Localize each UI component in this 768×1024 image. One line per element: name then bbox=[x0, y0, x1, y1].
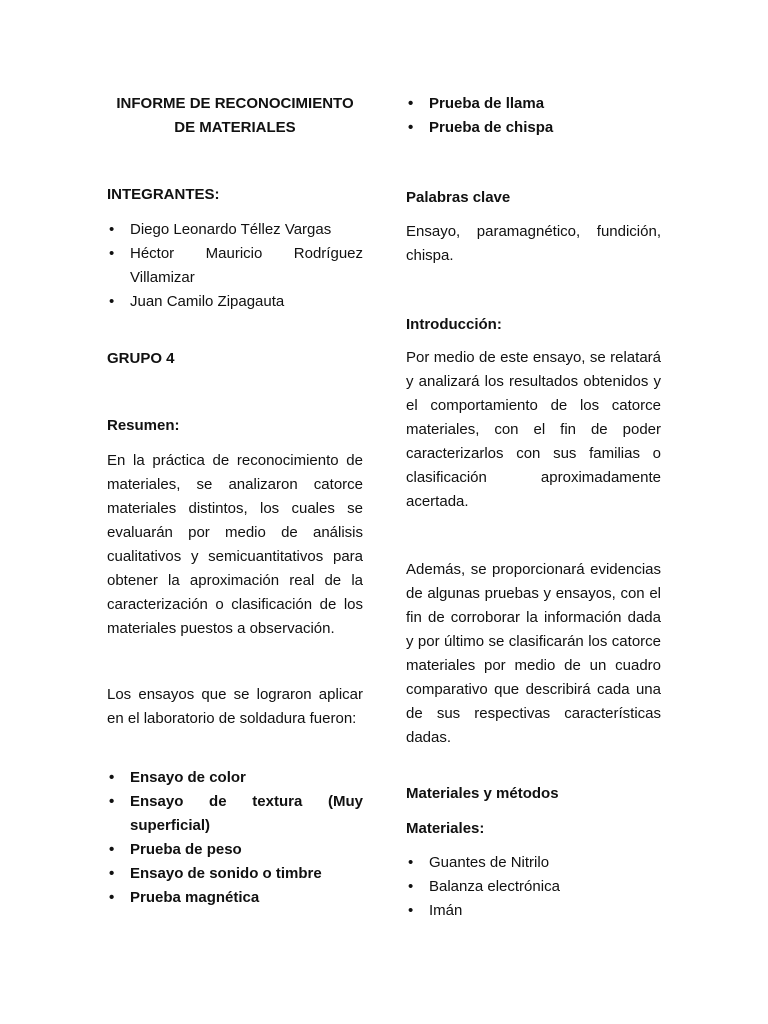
integrante-item: • Diego Leonardo Téllez Vargas bbox=[107, 218, 363, 242]
ensayo-item: • Prueba de llama bbox=[406, 92, 661, 116]
ensayos-list-left bbox=[107, 766, 363, 910]
integrantes-list bbox=[107, 218, 363, 314]
document-title bbox=[107, 92, 363, 140]
integrante-item: • Juan Camilo Zipagauta bbox=[107, 290, 363, 314]
material-item: • Imán bbox=[406, 899, 661, 923]
ensayo-item: • Prueba de chispa bbox=[406, 116, 661, 140]
ensayos-list-right bbox=[406, 92, 661, 140]
grupo-label: GRUPO 4 bbox=[107, 350, 175, 367]
ensayo-item: • Ensayo de sonido o timbre bbox=[107, 862, 363, 886]
material-item: • Balanza electrónica bbox=[406, 875, 661, 899]
material-item: • Guantes de Nitrilo bbox=[406, 851, 661, 875]
materiales-heading: Materiales: bbox=[406, 820, 485, 837]
materiales-list bbox=[406, 851, 661, 923]
ensayo-item: • Prueba magnética bbox=[107, 886, 363, 910]
integrante-item: • Héctor Mauricio Rodríguez Villamizar bbox=[107, 242, 363, 290]
palabras-clave-heading: Palabras clave bbox=[406, 189, 511, 206]
resumen-paragraph-1: En la práctica de reconocimiento de materiales, se analizaron catorce materiales distintos, los cuales se evaluarán por medio de análisis cualitativos y semicuantitativos para obtener la aproximación real de la caracterización o clasificación de los materiales puestos a observación. bbox=[107, 452, 363, 637]
ensayo-item: • Ensayo de textura (Muy superficial) bbox=[107, 790, 363, 838]
introduccion-paragraph-2: Además, se proporcionará evidencias de algunas pruebas y ensayos, con el fin de corroborar la información dada y por último se clasificarán los catorce materiales por medio de un cuadro comparativo que describirá cada una de sus respectivas características dadas. bbox=[406, 561, 661, 746]
resumen-heading: Resumen: bbox=[107, 417, 180, 434]
resumen-paragraph-2: Los ensayos que se lograron aplicar en el laboratorio de soldadura fueron: bbox=[107, 686, 363, 727]
title-line-2: DE MATERIALES bbox=[174, 119, 296, 136]
palabras-clave-text: Ensayo, paramagnético, fundición, chispa. bbox=[406, 223, 661, 264]
ensayo-item: • Ensayo de color bbox=[107, 766, 363, 790]
integrantes-heading: INTEGRANTES: bbox=[107, 186, 220, 203]
introduccion-paragraph-1: Por medio de este ensayo, se relatará y analizará los resultados obtenidos y el comportamiento de los catorce materiales, con el fin de poder caracterizarlos con sus familias o clasificación aproximadamente acertada. bbox=[406, 349, 661, 510]
materiales-metodos-heading: Materiales y métodos bbox=[406, 785, 559, 802]
ensayo-item: • Prueba de peso bbox=[107, 838, 363, 862]
title-line-1: INFORME DE RECONOCIMIENTO bbox=[116, 95, 354, 112]
introduccion-heading: Introducción: bbox=[406, 316, 502, 333]
